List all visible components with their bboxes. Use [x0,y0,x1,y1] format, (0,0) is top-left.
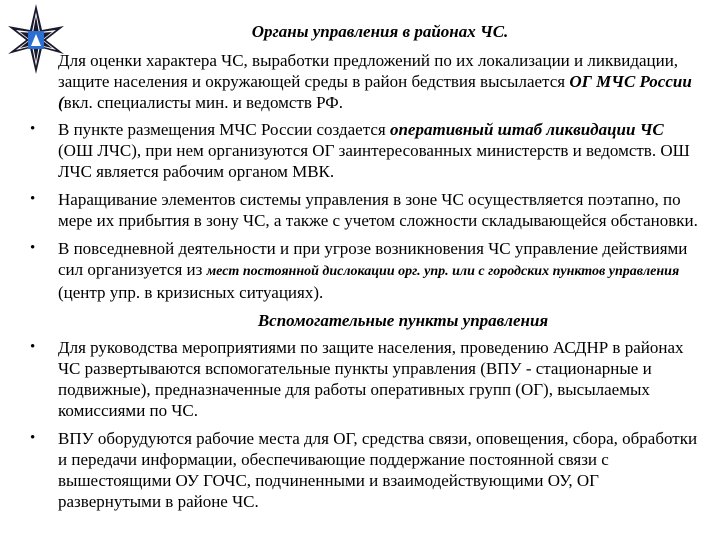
intro-text-1: Для оценки характера ЧС, выработки предложений по их локализации и ликвидации, защите населения и окружающей среды в район бедствия высылается [58,51,679,91]
bullet-icon: • [30,121,36,137]
bullet-icon: • [30,240,36,256]
bullet-text: (ОШ ЛЧС), при нем организуются ОГ заинтересованных министерств и ведомств. ОШ ЛЧС является рабочим органом МВК. [58,141,690,181]
bullet-text: ВПУ оборудуются рабочие места для ОГ, средства связи, оповещения, сбора, обработки и передачи информации, обеспечивающие поддержание постоянной связи с вышестоящими ОУ ГОЧС, подчиненными и взаимодействующими ОУ, ОГ развернутыми в районе ЧС. [58,429,698,511]
main-content [28,50,698,519]
bullet-emphasis: мест постоянной дислокации орг. упр. или с городских пунктов управления [206,264,680,279]
bullet-text: В повседневной деятельности и при угрозе возникновения ЧС управление действиями сил организуется из [58,239,688,279]
list-item [28,238,698,303]
list-item [28,119,698,182]
bullet-icon: • [30,191,36,207]
intro-paragraph [28,50,698,113]
intro-bold: ОГ МЧС России ( [58,72,692,112]
bullet-text: Наращивание элементов системы управления в зоне ЧС осуществляется поэтапно, по мере их прибытия в зону ЧС, а также с учетом сложности складывающейся обстановки. [58,190,698,230]
bullet-text: (центр упр. в кризисных ситуациях). [58,283,324,302]
page-title: Органы управления в районах ЧС. [251,22,509,41]
bullet-icon: • [30,339,36,355]
list-item [28,189,698,231]
intro-text-2: вкл. специалисты мин. и ведомств РФ. [63,93,343,112]
bullet-text: Для руководства мероприятиями по защите населения, проведению АСДНР в районах ЧС развертываются вспомогательные пункты управления (ВПУ - стационарные и подвижные), предназначенные для работы оперативных групп (ОГ), высылаемых комиссиями по ЧС. [58,338,684,420]
section-subtitle: Вспомогательные пункты управления [257,311,549,330]
list-item [28,337,698,421]
bullet-icon: • [30,430,36,446]
list-item [28,428,698,512]
bullet-emphasis: оперативный штаб ликвидации ЧС [389,120,664,139]
bullet-text: В пункте размещения МЧС России создается [58,120,390,139]
